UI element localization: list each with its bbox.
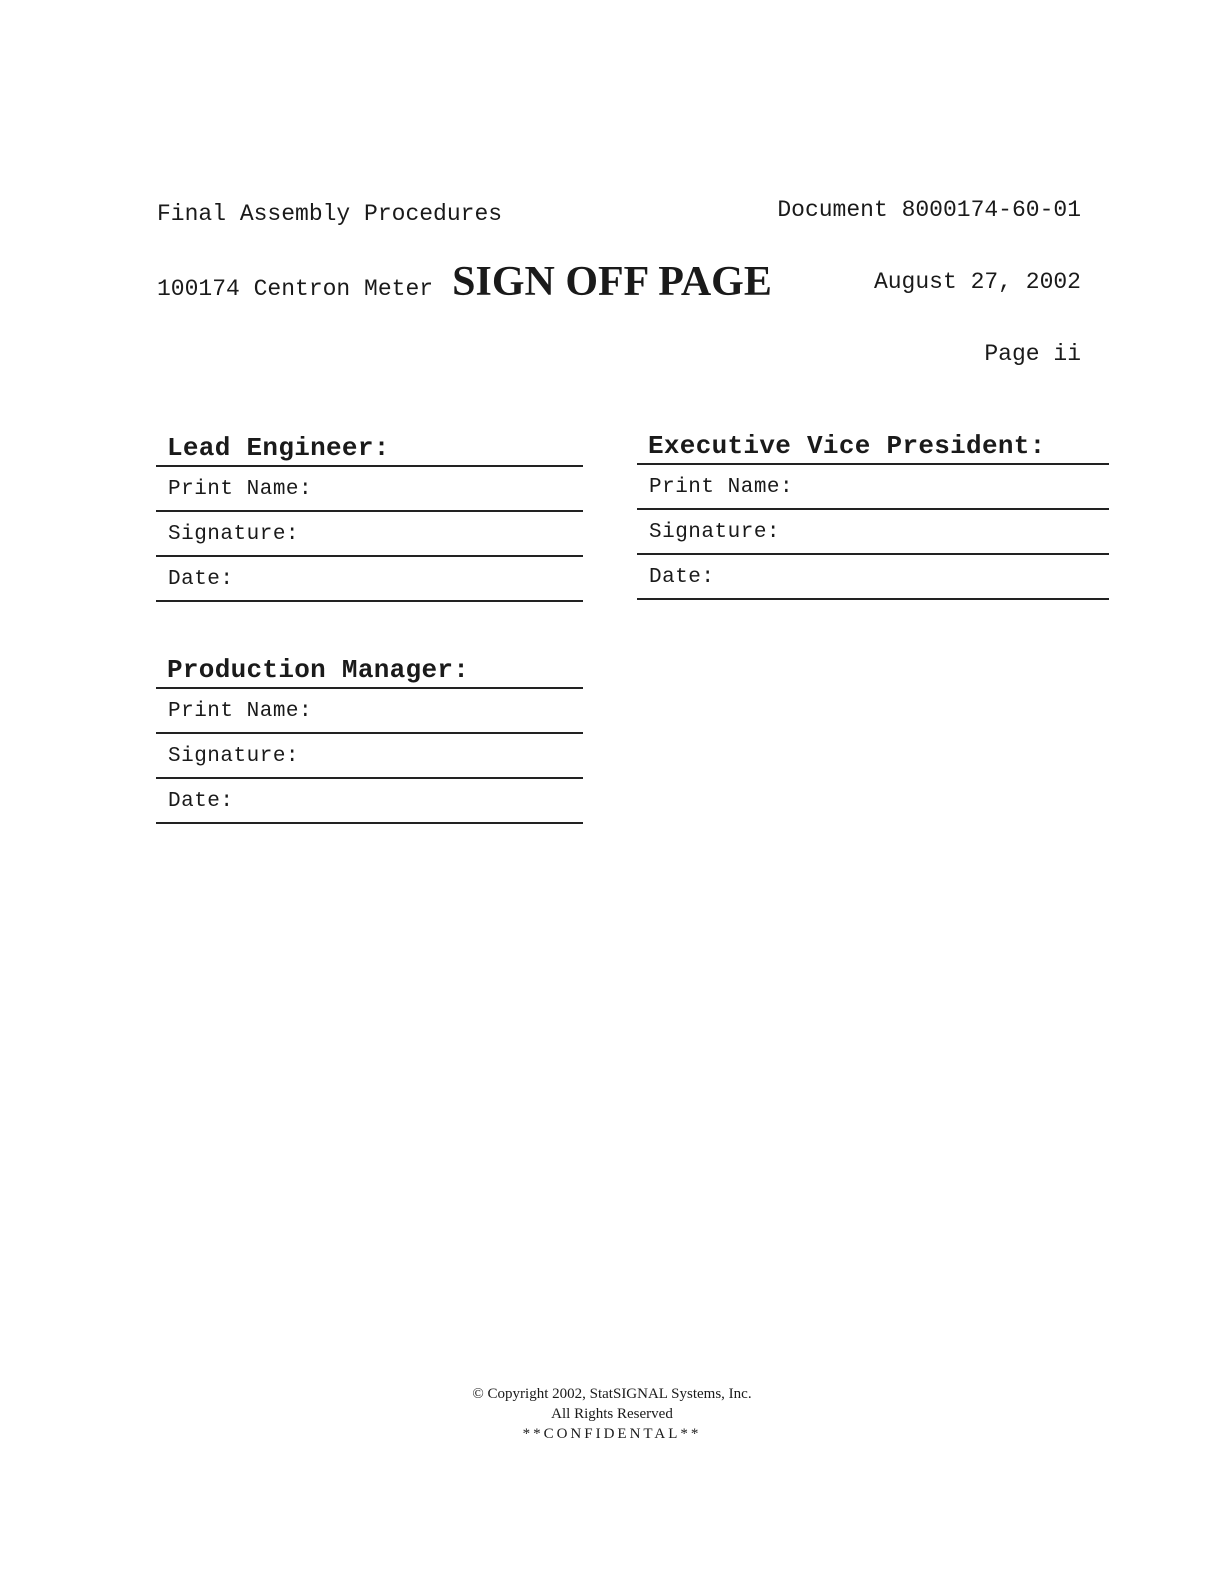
confidential-notice: **CONFIDENTAL**: [522, 1426, 702, 1442]
lead-engineer-print-name-field[interactable]: Print Name:: [156, 467, 583, 512]
executive-vice-president-block: [637, 430, 1109, 600]
lead-engineer-date-field[interactable]: Date:: [156, 557, 583, 602]
copyright-notice: © Copyright 2002, StatSIGNAL Systems, Inc.: [472, 1386, 752, 1402]
lead-engineer-block: [156, 432, 583, 602]
executive-vice-president-signature-field[interactable]: Signature:: [637, 510, 1109, 555]
production-manager-block: [156, 654, 583, 824]
production-manager-signature-field[interactable]: Signature:: [156, 734, 583, 779]
production-manager-heading: Production Manager:: [156, 654, 583, 689]
executive-vice-president-heading: Executive Vice President:: [637, 430, 1109, 465]
footer: [0, 1384, 1224, 1444]
executive-vice-president-print-name-field[interactable]: Print Name:: [637, 465, 1109, 510]
product-name: 100174 Centron Meter: [157, 276, 434, 302]
page-number: Page ii: [984, 341, 1081, 367]
page-title: SIGN OFF PAGE: [452, 259, 772, 305]
document-subject: Final Assembly Procedures: [157, 201, 503, 227]
executive-vice-president-date-field[interactable]: Date:: [637, 555, 1109, 600]
document-number: Document 8000174-60-01: [777, 197, 1081, 223]
production-manager-print-name-field[interactable]: Print Name:: [156, 689, 583, 734]
rights-reserved: All Rights Reserved: [551, 1406, 673, 1422]
lead-engineer-signature-field[interactable]: Signature:: [156, 512, 583, 557]
document-date: August 27, 2002: [873, 269, 1081, 295]
production-manager-date-field[interactable]: Date:: [156, 779, 583, 824]
lead-engineer-heading: Lead Engineer:: [156, 432, 583, 467]
